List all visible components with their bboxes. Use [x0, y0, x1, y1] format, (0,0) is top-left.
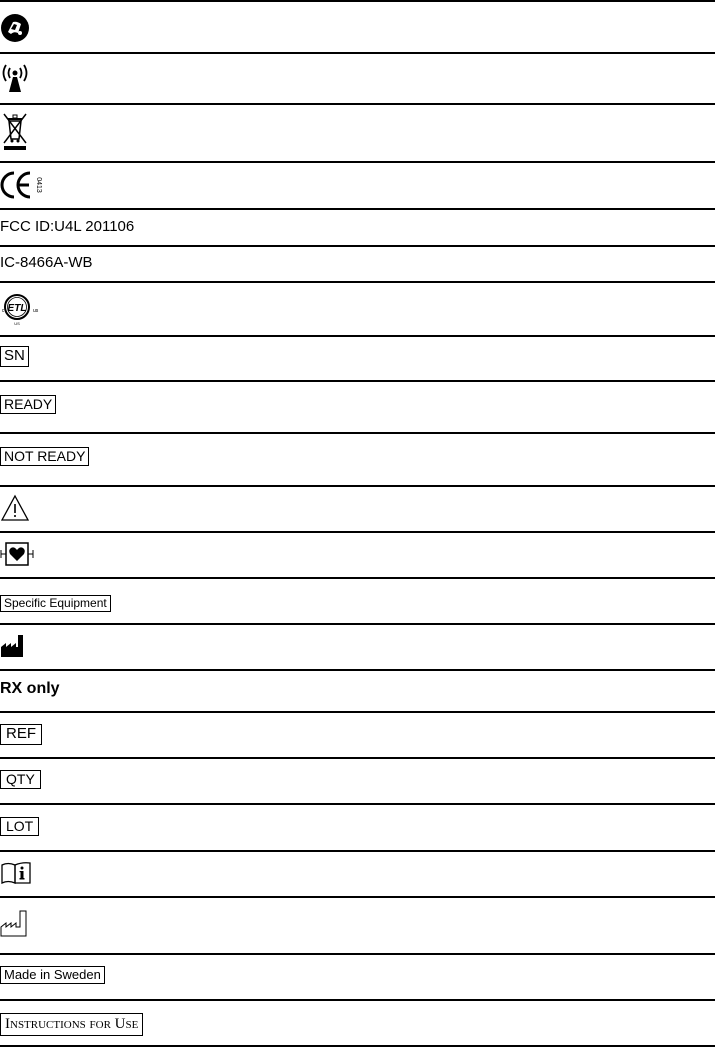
- warning-icon: [0, 494, 30, 522]
- etl-listed-icon: [0, 292, 40, 326]
- row-divider: [0, 757, 715, 759]
- row-divider: [0, 52, 715, 54]
- rx-only-label: RX only: [0, 680, 60, 697]
- not-ready-symbol: [0, 447, 89, 466]
- ic-id-label: IC-8466A-WB: [0, 254, 93, 271]
- row-divider: [0, 208, 715, 210]
- serial-number-symbol: [0, 346, 29, 367]
- row-divider: [0, 896, 715, 898]
- row-divider: [0, 161, 715, 163]
- specific-equipment-label: Specific Equipment: [0, 595, 111, 612]
- date-of-manufacture-icon: [0, 909, 28, 939]
- etl-c-label: c: [1, 308, 5, 314]
- etl-sub-label: US: [14, 321, 20, 326]
- quantity-label: QTY: [0, 770, 41, 789]
- row-divider: [0, 953, 715, 955]
- row-divider: [0, 803, 715, 805]
- ready-label: READY: [0, 395, 56, 414]
- row-divider: [0, 577, 715, 579]
- row-divider: [0, 623, 715, 625]
- country-of-origin-symbol: [0, 966, 105, 984]
- specific-equipment-symbol: [0, 595, 111, 612]
- reference-label: REF: [0, 724, 42, 745]
- manufacturer-icon: [0, 633, 24, 659]
- consult-manual-icon: [0, 13, 30, 43]
- ce-mark-icon: [0, 170, 40, 200]
- lot-label: LOT: [0, 817, 39, 836]
- radio-emission-icon: [0, 62, 30, 94]
- ce-notified-body-number: 0413: [35, 177, 42, 193]
- ready-symbol: [0, 395, 56, 414]
- etl-us-label: us: [33, 308, 39, 314]
- weee-crossed-bin-icon: [0, 112, 30, 152]
- row-divider: [0, 380, 715, 382]
- row-divider: [0, 0, 715, 2]
- row-divider: [0, 335, 715, 337]
- svg-text:ETL: ETL: [7, 303, 27, 314]
- row-divider: [0, 531, 715, 533]
- row-divider: [0, 485, 715, 487]
- defibrillation-proof-icon: [0, 541, 34, 567]
- row-divider: [0, 432, 715, 434]
- quantity-symbol: [0, 770, 41, 789]
- not-ready-label: NOT READY: [0, 447, 89, 466]
- instructions-book-icon: [0, 861, 32, 885]
- instructions-for-use-symbol: [0, 1013, 143, 1036]
- row-divider: [0, 103, 715, 105]
- row-divider: [0, 245, 715, 247]
- made-in-label: Made in Sweden: [0, 966, 105, 984]
- reference-number-symbol: [0, 724, 42, 745]
- row-divider: [0, 850, 715, 852]
- instructions-for-use-label: Instructions for Use: [0, 1013, 143, 1036]
- serial-number-label: SN: [0, 346, 29, 367]
- row-divider: [0, 711, 715, 713]
- row-divider: [0, 281, 715, 283]
- row-divider: [0, 999, 715, 1001]
- lot-number-symbol: [0, 817, 39, 836]
- fcc-id-label: FCC ID:U4L 201106: [0, 218, 135, 235]
- row-divider: [0, 669, 715, 671]
